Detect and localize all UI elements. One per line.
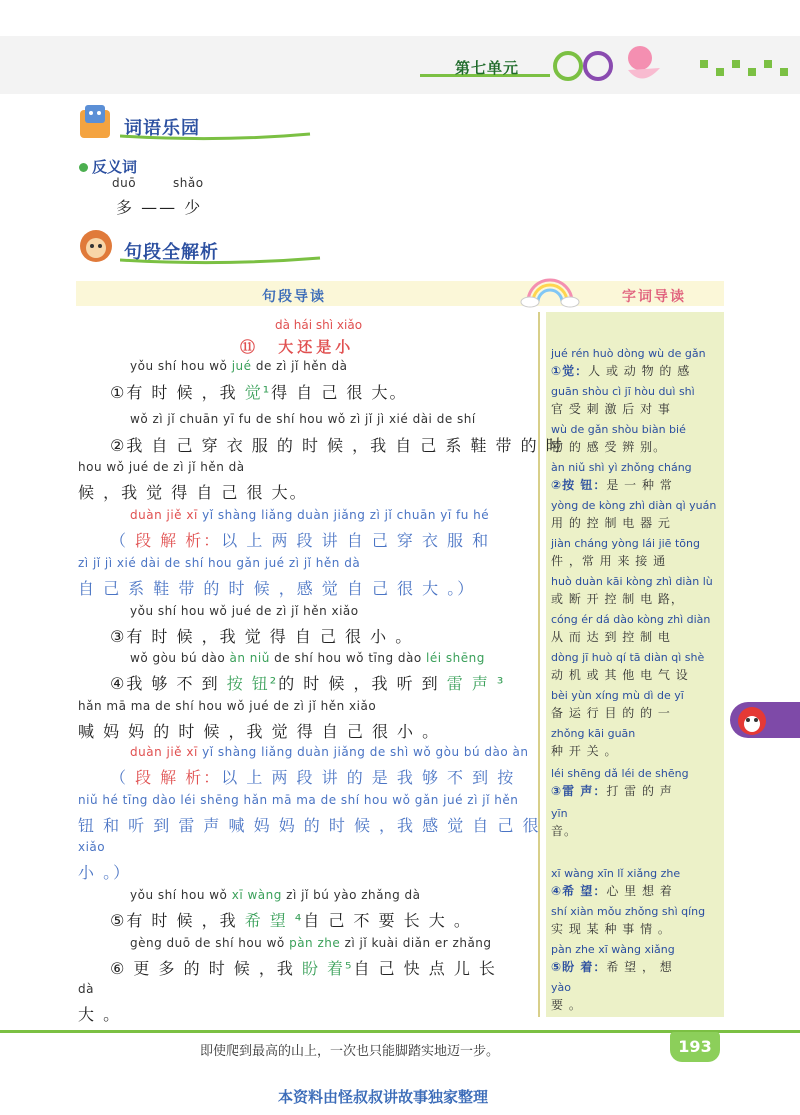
monkey-mascot-icon (76, 226, 116, 266)
passage-segment: ①有 时 候 ，我 (110, 383, 245, 402)
glossary-pinyin-line (551, 536, 700, 550)
passage-segment: dà (78, 982, 94, 996)
glossary-segment: 希 望 ， 想 (606, 960, 673, 974)
passage-segment: xī wàng (231, 888, 282, 902)
passage-pinyin-line (130, 412, 476, 426)
passage-segment: niǔ hé tīng dào léi shēng hǎn mā ma de shí hou wǒ gǎn jué zì jǐ hěn (78, 793, 519, 807)
passage-pinyin-line (130, 508, 489, 522)
glossary-segment: shí xiàn mǒu zhǒng shì qíng (551, 905, 706, 918)
passage-pinyin-line (78, 982, 94, 996)
passage-text-line (78, 860, 131, 883)
glossary-segment: 音。 (551, 824, 578, 838)
glossary-text-line (551, 362, 690, 379)
passage-segment: 大 。 (78, 1005, 122, 1024)
passage-pinyin-line (130, 888, 421, 902)
glossary-pinyin-line (551, 806, 568, 820)
passage-text-line (110, 956, 497, 979)
glossary-text-line (551, 920, 671, 937)
passage-segment: （ (110, 768, 136, 787)
section-analysis-title: 句段全解析 (124, 242, 219, 263)
book-mascot-icon (76, 102, 116, 142)
glossary-pinyin-line (551, 574, 713, 588)
subheading-right: 字词导读 (622, 289, 686, 305)
passage-segment: ④我 够 不 到 (110, 674, 227, 693)
passage-pinyin-line (130, 651, 485, 665)
glossary-segment: 要 。 (551, 998, 582, 1012)
glossary-segment: léi shēng dǎ léi de shēng (551, 767, 689, 780)
passage-segment: 觉 (244, 383, 263, 402)
glossary-text-line (551, 590, 684, 607)
glossary-segment: ④希 望： (551, 884, 607, 898)
glossary-segment: yòng de kòng zhì diàn qì yuán (551, 499, 717, 512)
glossary-segment: 实 现 某 种 事 情 。 (551, 922, 671, 936)
credit-line: 本资料由怪叔叔讲故事独家整理 (278, 1088, 489, 1106)
glossary-segment: 打 雷 的 声 (606, 784, 673, 798)
glossary-segment: 从 而 达 到 控 制 电 (551, 630, 671, 644)
glossary-segment: cóng ér dá dào kòng zhì diàn (551, 613, 711, 626)
passage-segment: jué (231, 359, 252, 373)
glossary-segment: ③雷 声： (551, 784, 607, 798)
glossary-pinyin-line (551, 384, 695, 398)
passage-segment: àn niǔ (229, 651, 270, 665)
passage-segment: yǒu shí hou wǒ (130, 359, 232, 373)
glossary-segment: xī wàng xīn lǐ xiǎng zhe (551, 867, 681, 880)
glossary-segment: dòng jī huò qí tā diàn qì shè (551, 651, 705, 664)
lesson-title-pinyin: dà hái shì xiǎo (275, 318, 363, 332)
passage-segment: 段 解 析： (135, 768, 222, 787)
passage-segment: yǒu shí hou wǒ (130, 888, 232, 902)
passage-segment: zì jǐ kuài diǎn er zhǎng (340, 936, 492, 950)
glossary-pinyin-line (551, 942, 675, 956)
passage-segment: 的 时 候 ，我 听 到 (278, 674, 447, 693)
passage-text-line (110, 380, 408, 403)
rainbow-cloud-icon (520, 278, 580, 308)
passage-segment: 以 上 两 段 讲 自 己 穿 衣 服 和 (221, 531, 491, 550)
passage-segment: de shí hou wǒ tīng dào (269, 651, 427, 665)
page-number: 193 (670, 1032, 720, 1062)
passage-segment: 小 。） (78, 863, 132, 882)
glossary-segment: 人 或 动 物 的 感 (588, 364, 691, 378)
glossary-pinyin-line (551, 346, 706, 360)
passage-text-line (78, 480, 308, 503)
passage-text-line (78, 813, 540, 836)
passage-pinyin-line (78, 460, 245, 474)
passage-pinyin-line (78, 699, 376, 713)
section-analysis-header (76, 232, 236, 262)
glossary-text-line (551, 822, 577, 839)
passage-segment: 盼 着 (301, 959, 346, 978)
glossary-segment: pàn zhe xī wàng xiǎng (551, 943, 675, 956)
glossary-text-line (551, 958, 673, 975)
passage-segment: 得 自 己 很 大。 (271, 383, 408, 402)
passage-segment: 候 ，我 觉 得 自 己 很 大。 (78, 483, 308, 502)
glossary-segment: jué rén huò dòng wù de gǎn (551, 347, 706, 360)
glossary-segment: 件 ，常 用 来 接 通 (551, 554, 667, 568)
word-shao: 少 (184, 198, 203, 217)
pinyin-shao: shǎo (173, 176, 204, 190)
passage-text-line (110, 908, 472, 931)
passage-text-line (110, 624, 413, 647)
underline-swoosh (120, 130, 320, 142)
passage-text-line (110, 528, 490, 551)
glossary-text-line (551, 628, 671, 645)
passage-text-line (78, 1002, 121, 1025)
glossary-pinyin-line (551, 726, 635, 740)
passage-segment: yǐ shàng liǎng duàn jiǎng de shì wǒ gòu bú dào àn (197, 745, 529, 759)
glossary-text-line (551, 996, 582, 1013)
passage-text-line (110, 765, 515, 788)
glossary-segment: 种 开 关 。 (551, 744, 618, 758)
pinyin-duo: duō (112, 176, 137, 190)
passage-segment: pàn zhe (289, 936, 341, 950)
passage-pinyin-line (78, 556, 360, 570)
passage-segment: ⁵ (345, 959, 354, 978)
passage-segment: ³ (489, 674, 506, 693)
passage-segment: 喊 妈 妈 的 时 候 ，我 觉 得 自 己 很 小 。 (78, 722, 441, 741)
passage-segment: hǎn mā ma de shí hou wǒ jué de zì jǐ hěn xiǎo (78, 699, 377, 713)
passage-segment: ² (269, 674, 279, 693)
passage-segment: xiǎo (78, 840, 106, 854)
underline-swoosh (120, 254, 330, 266)
glossary-segment: jiàn cháng yòng lái jiē tōng (551, 537, 700, 550)
glossary-text-line (551, 514, 671, 531)
passage-segment: zì jǐ bú yào zhǎng dà (281, 888, 421, 902)
glossary-segment: ②按 钮： (551, 478, 607, 492)
glossary-pinyin-line (551, 498, 716, 512)
glossary-segment: 用 的 控 制 电 器 元 (551, 516, 671, 530)
glossary-segment: 是 一 种 常 (606, 478, 673, 492)
passage-segment: 自 己 不 要 长 大 。 (303, 911, 472, 930)
glossary-segment: guān shòu cì jī hòu duì shì (551, 385, 695, 398)
glossary-pinyin-line (551, 650, 704, 664)
glossary-text-line (551, 400, 671, 417)
passage-segment: de zì jǐ hěn dà (251, 359, 348, 373)
passage-segment: ②我 自 己 穿 衣 服 的 时 候 ，我 自 己 系 鞋 带 的 时 (110, 436, 564, 455)
glossary-pinyin-line (551, 422, 686, 436)
passage-segment: （ (110, 531, 136, 550)
glossary-text-line (551, 742, 617, 759)
glossary-segment: 或 断 开 控 制 电 路， (551, 592, 684, 606)
glossary-text-line (551, 438, 666, 455)
glossary-text-line (551, 782, 673, 799)
passage-segment: 自 己 系 鞋 带 的 时 候 ，感 觉 自 己 很 大 。） (78, 579, 476, 598)
glossary-segment: yīn (551, 807, 568, 820)
passage-segment: yǐ shàng liǎng duàn jiǎng zì jǐ chuān yī fu hé (197, 508, 490, 522)
subheading-left: 句段导读 (262, 289, 326, 305)
passage-segment: 自 己 快 点 儿 长 (353, 959, 497, 978)
antonym-pair (116, 195, 202, 218)
glossary-pinyin-line (551, 612, 710, 626)
glossary-segment: 心 里 想 着 (606, 884, 673, 898)
passage-segment: yǒu shí hou wǒ jué de zì jǐ hěn xiǎo (130, 604, 359, 618)
passage-pinyin-line (130, 604, 359, 618)
passage-segment: ¹ (262, 383, 272, 402)
passage-segment: ⑤有 时 候 ，我 (110, 911, 245, 930)
glossary-text-line (551, 552, 666, 569)
glossary-segment: yào (551, 981, 571, 994)
passage-segment: gèng duō de shí hou wǒ (130, 936, 290, 950)
glossary-segment: zhǒng kāi guān (551, 727, 636, 740)
passage-segment: léi shēng (426, 651, 485, 665)
passage-pinyin-line (130, 936, 492, 950)
section-vocab-title: 词语乐园 (124, 118, 200, 139)
glossary-segment: ⑤盼 着： (551, 960, 607, 974)
lesson-number: ⑪ (240, 338, 260, 356)
glossary-segment: àn niǔ shì yì zhǒng cháng (551, 461, 692, 474)
unit-title: 第七单元 (455, 59, 520, 77)
passage-segment: ③有 时 候 ，我 觉 得 自 己 很 小 。 (110, 627, 414, 646)
passage-text-line (110, 671, 505, 694)
passage-text-line (78, 576, 475, 599)
passage-segment: wǒ zì jǐ chuān yī fu de shí hou wǒ zì jǐ jì xié dài de shí (130, 412, 476, 426)
glossary-pinyin-line (551, 980, 571, 994)
fox-mascot-icon (732, 702, 772, 738)
section-vocab-header (76, 108, 236, 138)
glossary-pinyin-line (551, 866, 680, 880)
passage-segment: 钮 和 听 到 雷 声 喊 妈 妈 的 时 候 ，我 感 觉 自 己 很 (78, 816, 541, 835)
passage-segment: ⑥ 更 多 的 时 候 ，我 (110, 959, 302, 978)
glossary-text-line (551, 882, 673, 899)
passage-segment: duàn jiě xī (130, 745, 198, 759)
header-decoration (550, 40, 800, 90)
dash: —— (141, 198, 178, 217)
lesson-title-text: 大还是小 (278, 338, 355, 356)
footer-motto: 即使爬到最高的山上，一次也只能脚踏实地迈一步。 (200, 1044, 500, 1059)
glossary-pinyin-line (551, 766, 689, 780)
glossary-segment: 物 的 感 受 辨 别。 (551, 440, 667, 454)
glossary-text-line (551, 704, 671, 721)
lesson-title (240, 336, 354, 357)
passage-segment: 雷 声 (446, 674, 490, 693)
word-duo: 多 (116, 198, 135, 217)
glossary-segment: ①觉： (551, 364, 589, 378)
glossary-segment: wù de gǎn shòu biàn bié (551, 423, 686, 436)
glossary-segment: 备 运 行 目 的 的 一 (551, 706, 671, 720)
passage-segment: 按 钮 (226, 674, 270, 693)
glossary-pinyin-line (551, 688, 684, 702)
passage-segment: duàn jiě xī (130, 508, 198, 522)
passage-pinyin-line (78, 793, 518, 807)
glossary-pinyin-line (551, 460, 692, 474)
passage-segment: ⁴ (287, 911, 304, 930)
bullet-dot-icon (79, 163, 88, 172)
passage-text-line (78, 719, 440, 742)
passage-pinyin-line (130, 745, 529, 759)
glossary-text-line (551, 666, 689, 683)
glossary-pinyin-line (551, 904, 705, 918)
passage-text-line (110, 433, 564, 456)
passage-pinyin-line (78, 840, 105, 854)
glossary-segment: 动 机 或 其 他 电 气 设 (551, 668, 689, 682)
passage-segment: zì jǐ jì xié dài de shí hou gǎn jué zì jǐ hěn dà (78, 556, 361, 570)
column-divider (538, 312, 540, 1017)
antonym-label: 反义词 (92, 158, 138, 176)
glossary-text-line (551, 476, 673, 493)
passage-segment: wǒ gòu bú dào (130, 651, 230, 665)
glossary-segment: 官 受 刺 激 后 对 事 (551, 402, 671, 416)
passage-segment: 希 望 (244, 911, 288, 930)
side-tab (730, 702, 800, 738)
passage-segment: hou wǒ jué de zì jǐ hěn dà (78, 460, 245, 474)
antonym-bullet (79, 156, 137, 177)
passage-segment: 段 解 析： (135, 531, 222, 550)
passage-segment: 以 上 两 段 讲 的 是 我 够 不 到 按 (221, 768, 516, 787)
passage-pinyin-line (130, 359, 347, 373)
glossary-segment: huò duàn kāi kòng zhì diàn lù (551, 575, 713, 588)
glossary-segment: bèi yùn xíng mù dì de yī (551, 689, 684, 702)
